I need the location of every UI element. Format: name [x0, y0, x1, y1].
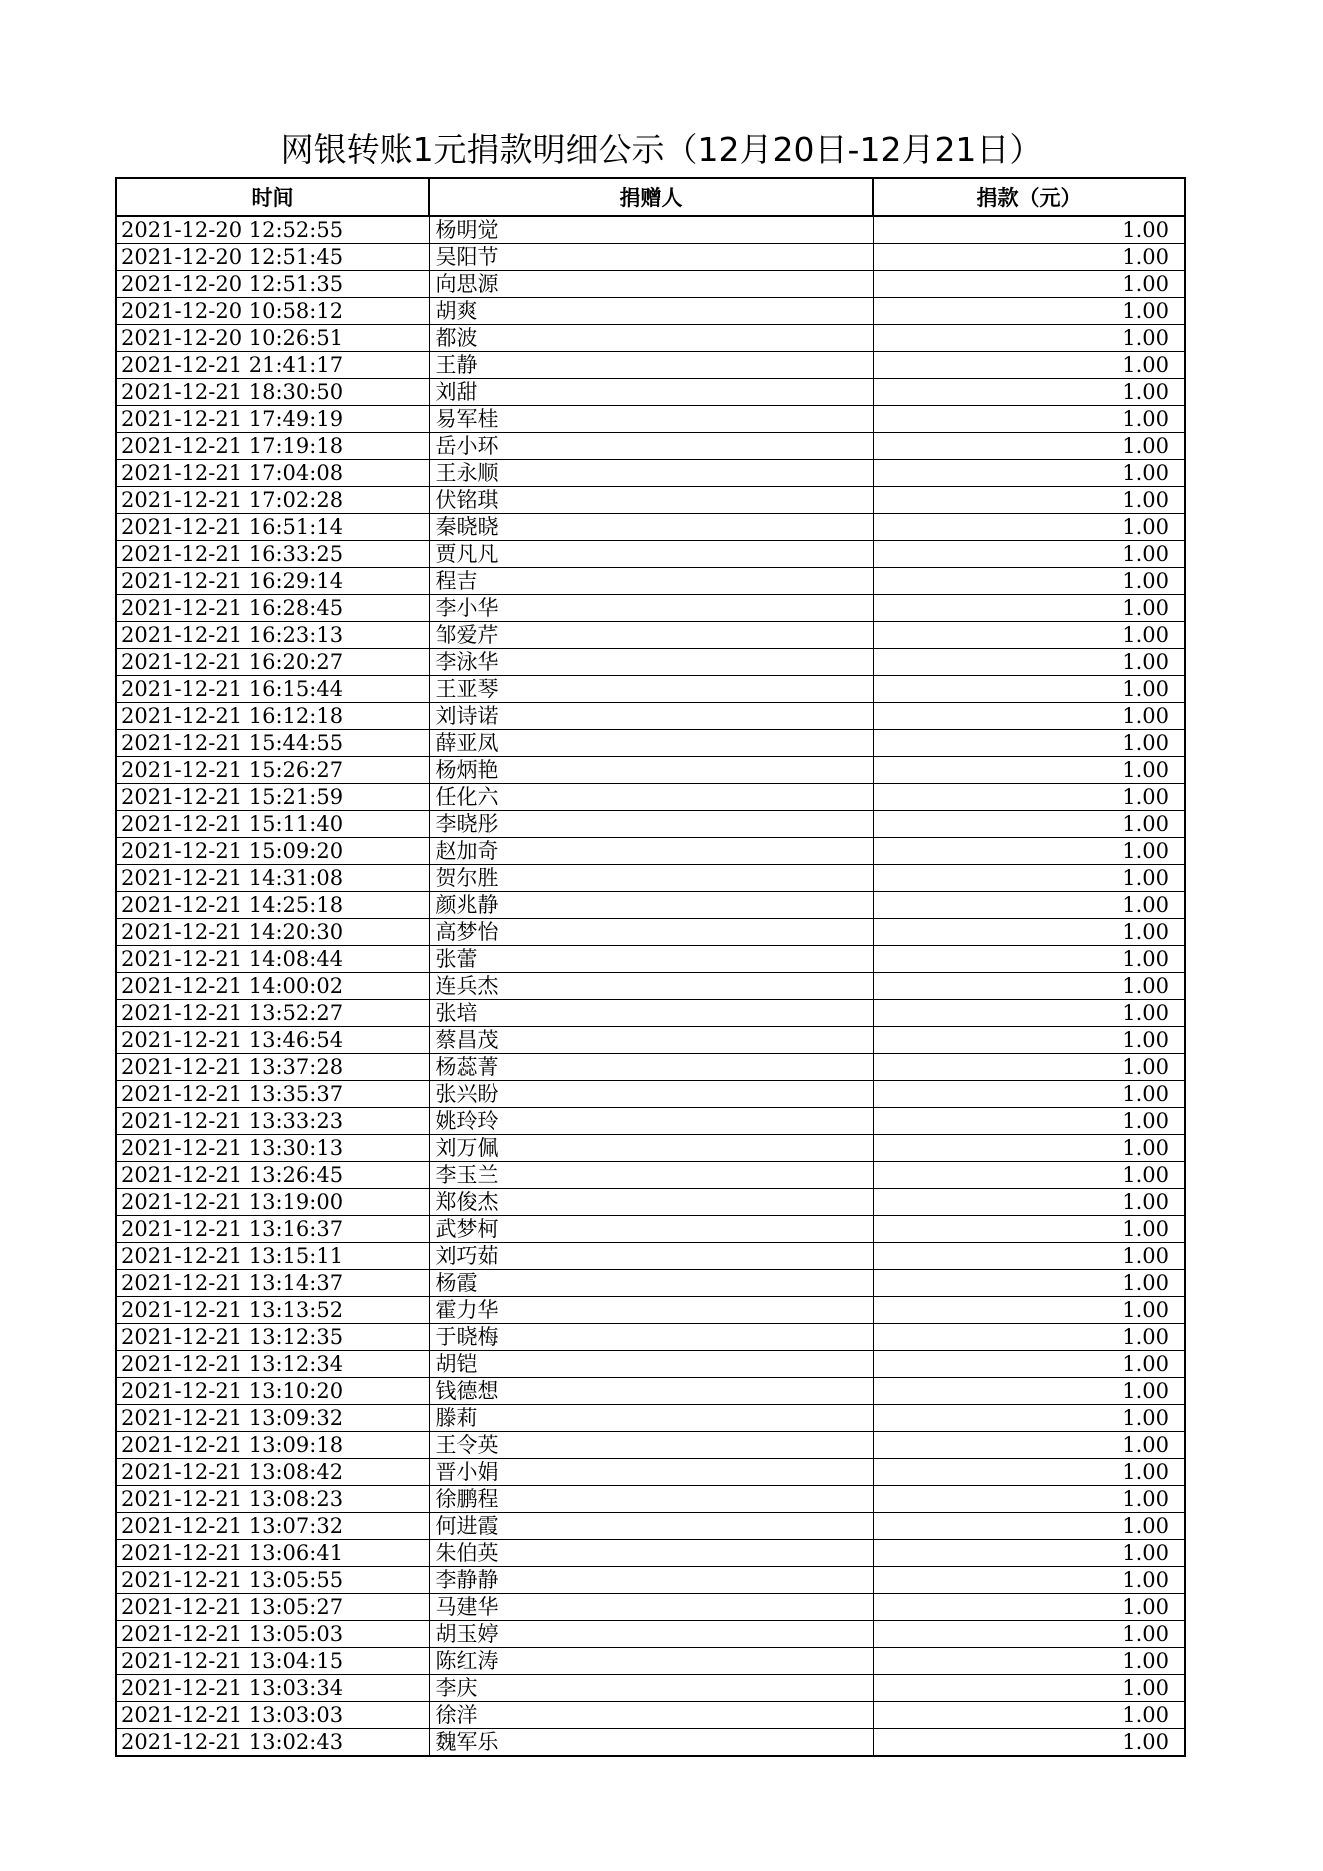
table-row: [116, 1243, 1185, 1270]
table-row: [116, 676, 1185, 703]
donor-cell: 高梦怡: [429, 919, 873, 946]
amount-cell: 1.00: [873, 1243, 1185, 1270]
time-cell: 2021-12-21 16:23:13: [116, 622, 429, 649]
donation-table: [115, 177, 1186, 1757]
time-cell: 2021-12-21 13:05:55: [116, 1567, 429, 1594]
table-row: [116, 1540, 1185, 1567]
table-row: [116, 1054, 1185, 1081]
amount-cell: 1.00: [873, 406, 1185, 433]
amount-cell: 1.00: [873, 352, 1185, 379]
time-cell: 2021-12-20 12:52:55: [116, 216, 429, 244]
time-cell: 2021-12-21 13:06:41: [116, 1540, 429, 1567]
table-row: [116, 622, 1185, 649]
time-cell: 2021-12-21 15:44:55: [116, 730, 429, 757]
donor-cell: 颜兆静: [429, 892, 873, 919]
time-cell: 2021-12-21 14:20:30: [116, 919, 429, 946]
donor-cell: 于晓梅: [429, 1324, 873, 1351]
table-row: [116, 541, 1185, 568]
time-cell: 2021-12-21 16:51:14: [116, 514, 429, 541]
time-cell: 2021-12-21 16:33:25: [116, 541, 429, 568]
table-row: [116, 703, 1185, 730]
table-row: [116, 946, 1185, 973]
amount-cell: 1.00: [873, 216, 1185, 244]
amount-cell: 1.00: [873, 1000, 1185, 1027]
amount-cell: 1.00: [873, 1027, 1185, 1054]
donor-cell: 程吉: [429, 568, 873, 595]
donor-cell: 魏军乐: [429, 1729, 873, 1757]
donor-cell: 连兵杰: [429, 973, 873, 1000]
amount-cell: 1.00: [873, 757, 1185, 784]
donor-cell: 胡爽: [429, 298, 873, 325]
amount-cell: 1.00: [873, 460, 1185, 487]
donor-cell: 张兴盼: [429, 1081, 873, 1108]
donor-cell: 秦晓晓: [429, 514, 873, 541]
header-row: [116, 178, 1185, 216]
table-row: [116, 973, 1185, 1000]
donor-cell: 霍力华: [429, 1297, 873, 1324]
amount-cell: 1.00: [873, 244, 1185, 271]
table-row: [116, 811, 1185, 838]
donor-cell: 滕莉: [429, 1405, 873, 1432]
time-cell: 2021-12-21 14:31:08: [116, 865, 429, 892]
table-row: [116, 1405, 1185, 1432]
table-row: [116, 325, 1185, 352]
table-row: [116, 271, 1185, 298]
amount-cell: 1.00: [873, 649, 1185, 676]
time-cell: 2021-12-21 15:26:27: [116, 757, 429, 784]
amount-cell: 1.00: [873, 838, 1185, 865]
table-row: [116, 433, 1185, 460]
time-cell: 2021-12-21 13:46:54: [116, 1027, 429, 1054]
donor-cell: 杨霞: [429, 1270, 873, 1297]
table-row: [116, 216, 1185, 244]
table-row: [116, 1621, 1185, 1648]
amount-cell: 1.00: [873, 784, 1185, 811]
amount-cell: 1.00: [873, 676, 1185, 703]
amount-cell: 1.00: [873, 1540, 1185, 1567]
table-row: [116, 1324, 1185, 1351]
table-row: [116, 1135, 1185, 1162]
time-cell: 2021-12-21 13:15:11: [116, 1243, 429, 1270]
table-row: [116, 1000, 1185, 1027]
time-cell: 2021-12-21 13:08:42: [116, 1459, 429, 1486]
time-cell: 2021-12-21 13:04:15: [116, 1648, 429, 1675]
donor-cell: 岳小环: [429, 433, 873, 460]
time-cell: 2021-12-21 18:30:50: [116, 379, 429, 406]
page-title: 网银转账1元捐款明细公示（12月20日-12月21日）: [280, 130, 1043, 169]
time-cell: 2021-12-21 13:03:03: [116, 1702, 429, 1729]
donor-cell: 吴阳节: [429, 244, 873, 271]
amount-cell: 1.00: [873, 325, 1185, 352]
time-cell: 2021-12-21 13:35:37: [116, 1081, 429, 1108]
donor-cell: 王亚琴: [429, 676, 873, 703]
amount-cell: 1.00: [873, 1189, 1185, 1216]
table-row: [116, 568, 1185, 595]
donor-cell: 陈红涛: [429, 1648, 873, 1675]
time-cell: 2021-12-21 16:28:45: [116, 595, 429, 622]
time-cell: 2021-12-20 10:26:51: [116, 325, 429, 352]
amount-cell: 1.00: [873, 811, 1185, 838]
table-row: [116, 1702, 1185, 1729]
donor-cell: 钱德想: [429, 1378, 873, 1405]
donor-cell: 贾凡凡: [429, 541, 873, 568]
time-cell: 2021-12-21 13:08:23: [116, 1486, 429, 1513]
time-cell: 2021-12-21 17:04:08: [116, 460, 429, 487]
donor-cell: 杨炳艳: [429, 757, 873, 784]
amount-cell: 1.00: [873, 1405, 1185, 1432]
table-row: [116, 757, 1185, 784]
time-cell: 2021-12-21 16:15:44: [116, 676, 429, 703]
donor-cell: 贺尔胜: [429, 865, 873, 892]
amount-cell: 1.00: [873, 730, 1185, 757]
donor-cell: 郑俊杰: [429, 1189, 873, 1216]
time-cell: 2021-12-21 13:02:43: [116, 1729, 429, 1757]
amount-cell: 1.00: [873, 1162, 1185, 1189]
time-cell: 2021-12-21 17:02:28: [116, 487, 429, 514]
column-header-time: 时间: [116, 178, 429, 216]
amount-cell: 1.00: [873, 946, 1185, 973]
table-row: [116, 730, 1185, 757]
time-cell: 2021-12-21 14:25:18: [116, 892, 429, 919]
table-body: [116, 216, 1185, 1756]
donor-cell: 李玉兰: [429, 1162, 873, 1189]
amount-cell: 1.00: [873, 1486, 1185, 1513]
time-cell: 2021-12-20 12:51:45: [116, 244, 429, 271]
table-row: [116, 1297, 1185, 1324]
table-row: [116, 487, 1185, 514]
time-cell: 2021-12-21 13:09:18: [116, 1432, 429, 1459]
amount-cell: 1.00: [873, 379, 1185, 406]
table-row: [116, 1729, 1185, 1757]
amount-cell: 1.00: [873, 298, 1185, 325]
time-cell: 2021-12-21 13:13:52: [116, 1297, 429, 1324]
amount-cell: 1.00: [873, 703, 1185, 730]
amount-cell: 1.00: [873, 1351, 1185, 1378]
amount-cell: 1.00: [873, 973, 1185, 1000]
amount-cell: 1.00: [873, 1324, 1185, 1351]
donor-cell: 王令英: [429, 1432, 873, 1459]
time-cell: 2021-12-21 17:19:18: [116, 433, 429, 460]
amount-cell: 1.00: [873, 514, 1185, 541]
table-row: [116, 1567, 1185, 1594]
table-row: [116, 784, 1185, 811]
donor-cell: 刘甜: [429, 379, 873, 406]
time-cell: 2021-12-20 10:58:12: [116, 298, 429, 325]
time-cell: 2021-12-21 13:30:13: [116, 1135, 429, 1162]
amount-cell: 1.00: [873, 541, 1185, 568]
amount-cell: 1.00: [873, 1378, 1185, 1405]
donor-cell: 李晓彤: [429, 811, 873, 838]
table-row: [116, 244, 1185, 271]
table-row: [116, 865, 1185, 892]
donor-cell: 武梦柯: [429, 1216, 873, 1243]
table-row: [116, 406, 1185, 433]
donor-cell: 张培: [429, 1000, 873, 1027]
table-row: [116, 1513, 1185, 1540]
donor-cell: 李静静: [429, 1567, 873, 1594]
time-cell: 2021-12-21 17:49:19: [116, 406, 429, 433]
table-row: [116, 1270, 1185, 1297]
donor-cell: 胡玉婷: [429, 1621, 873, 1648]
amount-cell: 1.00: [873, 271, 1185, 298]
table-row: [116, 1459, 1185, 1486]
amount-cell: 1.00: [873, 1621, 1185, 1648]
donor-cell: 张蕾: [429, 946, 873, 973]
donor-cell: 晋小娟: [429, 1459, 873, 1486]
table-row: [116, 1216, 1185, 1243]
amount-cell: 1.00: [873, 1135, 1185, 1162]
donor-cell: 李庆: [429, 1675, 873, 1702]
table-row: [116, 352, 1185, 379]
donor-cell: 邹爱芹: [429, 622, 873, 649]
amount-cell: 1.00: [873, 1270, 1185, 1297]
amount-cell: 1.00: [873, 1729, 1185, 1757]
time-cell: 2021-12-21 13:05:03: [116, 1621, 429, 1648]
table-row: [116, 460, 1185, 487]
donor-cell: 王永顺: [429, 460, 873, 487]
table-row: [116, 298, 1185, 325]
amount-cell: 1.00: [873, 865, 1185, 892]
donor-cell: 伏铭琪: [429, 487, 873, 514]
amount-cell: 1.00: [873, 1567, 1185, 1594]
table-row: [116, 1675, 1185, 1702]
amount-cell: 1.00: [873, 433, 1185, 460]
time-cell: 2021-12-21 13:14:37: [116, 1270, 429, 1297]
table-row: [116, 1108, 1185, 1135]
donor-cell: 胡铠: [429, 1351, 873, 1378]
table-row: [116, 1594, 1185, 1621]
amount-cell: 1.00: [873, 1594, 1185, 1621]
donor-cell: 马建华: [429, 1594, 873, 1621]
amount-cell: 1.00: [873, 1702, 1185, 1729]
donor-cell: 杨蕊菁: [429, 1054, 873, 1081]
amount-cell: 1.00: [873, 1054, 1185, 1081]
table-row: [116, 1189, 1185, 1216]
table-row: [116, 1162, 1185, 1189]
amount-cell: 1.00: [873, 1513, 1185, 1540]
time-cell: 2021-12-21 13:03:34: [116, 1675, 429, 1702]
table-row: [116, 838, 1185, 865]
column-header-amount: 捐款（元）: [873, 178, 1185, 216]
donor-cell: 朱伯英: [429, 1540, 873, 1567]
donor-cell: 徐洋: [429, 1702, 873, 1729]
time-cell: 2021-12-21 13:26:45: [116, 1162, 429, 1189]
amount-cell: 1.00: [873, 1648, 1185, 1675]
donor-cell: 刘万佩: [429, 1135, 873, 1162]
amount-cell: 1.00: [873, 622, 1185, 649]
amount-cell: 1.00: [873, 919, 1185, 946]
donor-cell: 易军桂: [429, 406, 873, 433]
amount-cell: 1.00: [873, 595, 1185, 622]
donor-cell: 杨明觉: [429, 216, 873, 244]
table-row: [116, 514, 1185, 541]
amount-cell: 1.00: [873, 1081, 1185, 1108]
amount-cell: 1.00: [873, 1459, 1185, 1486]
donor-cell: 王静: [429, 352, 873, 379]
time-cell: 2021-12-21 13:05:27: [116, 1594, 429, 1621]
time-cell: 2021-12-21 13:19:00: [116, 1189, 429, 1216]
donor-cell: 任化六: [429, 784, 873, 811]
table-row: [116, 379, 1185, 406]
time-cell: 2021-12-21 15:11:40: [116, 811, 429, 838]
amount-cell: 1.00: [873, 487, 1185, 514]
table-row: [116, 1378, 1185, 1405]
time-cell: 2021-12-21 13:12:34: [116, 1351, 429, 1378]
donor-cell: 李小华: [429, 595, 873, 622]
time-cell: 2021-12-21 16:12:18: [116, 703, 429, 730]
table-row: [116, 1351, 1185, 1378]
donor-cell: 刘诗诺: [429, 703, 873, 730]
table-row: [116, 595, 1185, 622]
donor-cell: 向思源: [429, 271, 873, 298]
amount-cell: 1.00: [873, 892, 1185, 919]
time-cell: 2021-12-21 13:12:35: [116, 1324, 429, 1351]
time-cell: 2021-12-21 14:08:44: [116, 946, 429, 973]
table-row: [116, 1486, 1185, 1513]
time-cell: 2021-12-21 14:00:02: [116, 973, 429, 1000]
time-cell: 2021-12-21 15:09:20: [116, 838, 429, 865]
table-row: [116, 649, 1185, 676]
time-cell: 2021-12-20 12:51:35: [116, 271, 429, 298]
table-row: [116, 1027, 1185, 1054]
time-cell: 2021-12-21 21:41:17: [116, 352, 429, 379]
table-row: [116, 1648, 1185, 1675]
donor-cell: 刘巧茹: [429, 1243, 873, 1270]
time-cell: 2021-12-21 13:33:23: [116, 1108, 429, 1135]
table-row: [116, 1432, 1185, 1459]
time-cell: 2021-12-21 13:10:20: [116, 1378, 429, 1405]
amount-cell: 1.00: [873, 1216, 1185, 1243]
table-row: [116, 892, 1185, 919]
time-cell: 2021-12-21 13:07:32: [116, 1513, 429, 1540]
table-row: [116, 1081, 1185, 1108]
donor-cell: 蔡昌茂: [429, 1027, 873, 1054]
time-cell: 2021-12-21 16:29:14: [116, 568, 429, 595]
time-cell: 2021-12-21 13:52:27: [116, 1000, 429, 1027]
donor-cell: 何进霞: [429, 1513, 873, 1540]
amount-cell: 1.00: [873, 1108, 1185, 1135]
amount-cell: 1.00: [873, 568, 1185, 595]
amount-cell: 1.00: [873, 1297, 1185, 1324]
time-cell: 2021-12-21 13:37:28: [116, 1054, 429, 1081]
donor-cell: 徐鹏程: [429, 1486, 873, 1513]
time-cell: 2021-12-21 15:21:59: [116, 784, 429, 811]
donor-cell: 姚玲玲: [429, 1108, 873, 1135]
time-cell: 2021-12-21 13:09:32: [116, 1405, 429, 1432]
donor-cell: 李泳华: [429, 649, 873, 676]
donor-cell: 都波: [429, 325, 873, 352]
amount-cell: 1.00: [873, 1675, 1185, 1702]
time-cell: 2021-12-21 16:20:27: [116, 649, 429, 676]
time-cell: 2021-12-21 13:16:37: [116, 1216, 429, 1243]
amount-cell: 1.00: [873, 1432, 1185, 1459]
donor-cell: 薛亚凤: [429, 730, 873, 757]
column-header-donor: 捐赠人: [429, 178, 873, 216]
table-row: [116, 919, 1185, 946]
donor-cell: 赵加奇: [429, 838, 873, 865]
